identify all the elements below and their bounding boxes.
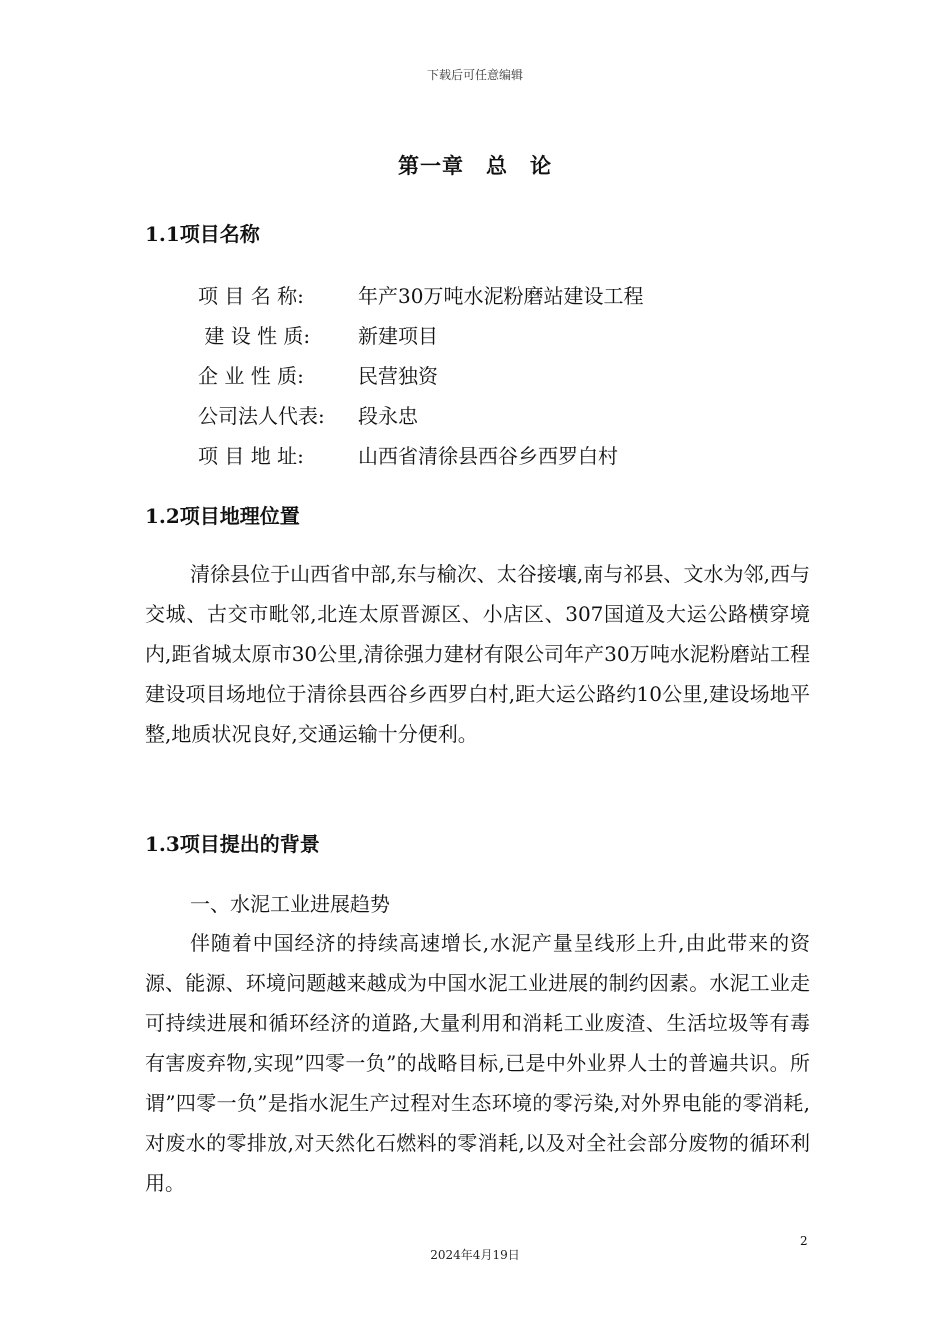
info-row-project-name — [198, 280, 643, 309]
background-paragraph: 伴随着中国经济的持续高速增长,水泥产量呈线形上升,由此带来的资源、能源、环境问题越来越成为中国水泥工业进展的制约因素。水泥工业走可持续进展和循环经济的道路,大量利用和消耗工业废渣、生活垃圾等有毒有害废弃物,实现”四零一负”的战略目标,已是中外业界人士的普遍共识。所谓”四零一负”是指水泥生产过程对生态环境的零污染,对外界电能的零消耗,对废水的零排放,对天然化石燃料的零消耗,以及对全社会部分废物的循环利用。 — [145, 931, 810, 1195]
footer-date: 2024年4月19日 — [430, 1248, 520, 1262]
info-value: 山西省清徐县西谷乡西罗白村 — [358, 444, 618, 468]
info-value: 新建项目 — [358, 324, 438, 348]
info-value: 年产30万吨水泥粉磨站建设工程 — [358, 284, 644, 308]
subheading-industry-trend: 一、水泥工业进展趋势 — [190, 892, 390, 916]
info-value: 民营独资 — [358, 364, 438, 388]
page-number: 2 — [800, 1234, 808, 1248]
section-heading-1-3: 1.3项目提出的背景 — [145, 832, 320, 856]
section-heading-1-1: 1.1项目名称 — [145, 222, 260, 246]
location-paragraph: 清徐县位于山西省中部,东与榆次、太谷接壤,南与祁县、文水为邻,西与交城、古交市毗邻,北连太原晋源区、小店区、307国道及大运公路横穿境内,距省城太原市30公里,清徐强力建材有限公司年产30万吨水泥粉磨站工程建设项目场地位于清徐县西谷乡西罗白村,距大运公路约10公里,建设场地平整,地质状况良好,交通运输十分便利。 — [145, 562, 810, 746]
info-label: 企 业 性 质: — [198, 364, 304, 388]
info-label: 项 目 地 址: — [198, 444, 304, 468]
info-label: 项 目 名 称: — [198, 284, 304, 308]
info-label: 建 设 性 质: — [198, 324, 311, 348]
info-value: 段永忠 — [358, 404, 418, 428]
chapter-title: 第一章 总 论 — [398, 153, 552, 178]
info-row-legal-rep — [198, 400, 418, 429]
section-heading-1-2: 1.2项目地理位置 — [145, 504, 300, 528]
header-note: 下载后可任意编辑 — [426, 68, 523, 82]
info-label: 公司法人代表: — [198, 404, 325, 428]
info-row-nature — [198, 320, 438, 349]
info-row-enterprise-type — [198, 360, 438, 389]
info-row-address — [198, 440, 618, 469]
